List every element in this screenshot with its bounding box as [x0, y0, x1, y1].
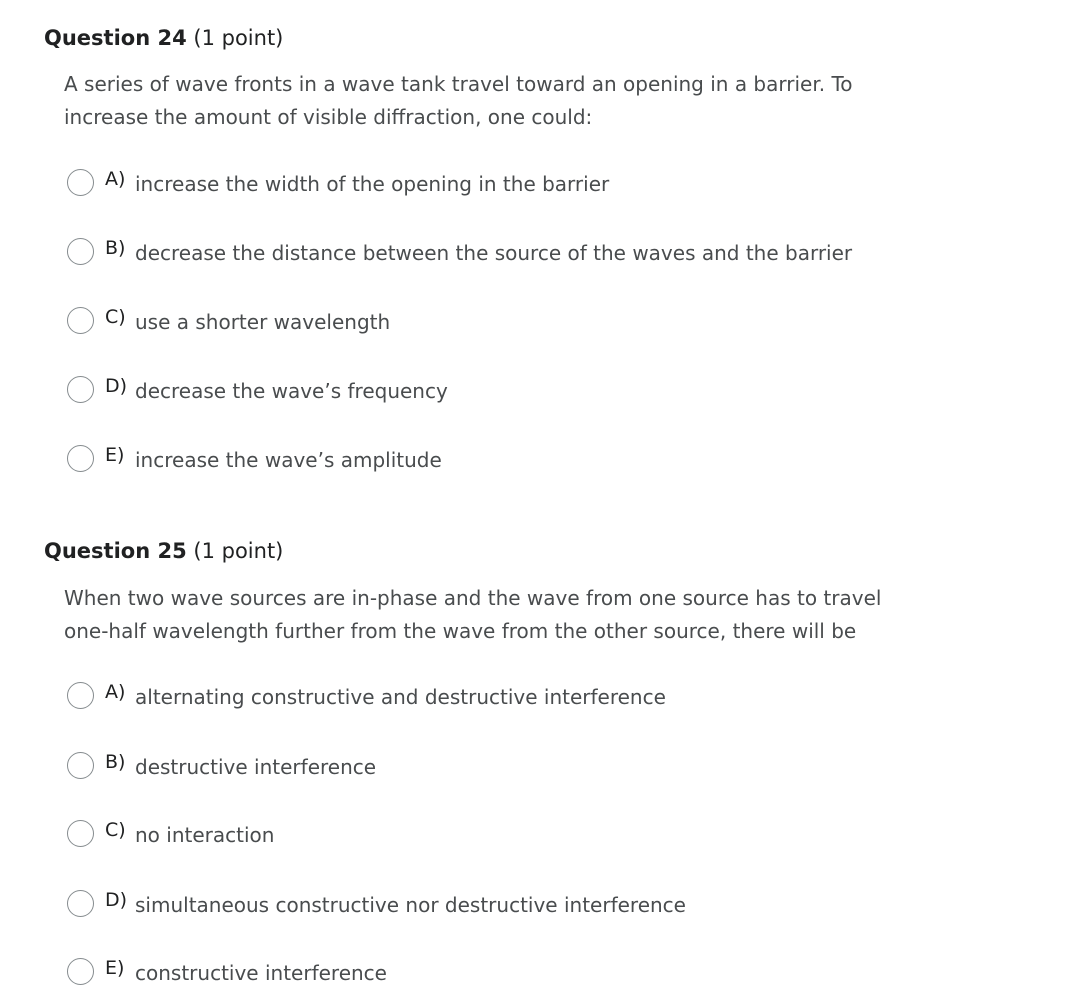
option-text: simultaneous constructive nor destructive interference	[135, 893, 686, 917]
option-text: alternating constructive and destructive interference	[135, 685, 666, 709]
radio-button[interactable]	[67, 445, 94, 472]
option-letter: B)	[105, 237, 126, 259]
option-letter: A)	[105, 168, 126, 190]
radio-button[interactable]	[67, 958, 94, 985]
radio-button[interactable]	[67, 682, 94, 709]
option-text: decrease the distance between the source of the waves and the barrier	[135, 241, 853, 265]
option-letter: C)	[105, 819, 126, 841]
radio-button[interactable]	[67, 307, 94, 334]
option-text: destructive interference	[135, 755, 377, 779]
question-points: (1 point)	[193, 26, 284, 50]
radio-button[interactable]	[67, 820, 94, 847]
answer-option-e[interactable]	[67, 443, 967, 477]
option-letter: A)	[105, 681, 126, 703]
option-text: no interaction	[135, 823, 275, 847]
radio-button[interactable]	[67, 169, 94, 196]
answer-option-a[interactable]	[67, 167, 967, 201]
answer-option-e[interactable]	[67, 956, 967, 990]
answer-option-b[interactable]	[67, 236, 967, 270]
answer-option-c[interactable]	[67, 305, 967, 339]
option-text: use a shorter wavelength	[135, 310, 391, 334]
option-letter: E)	[105, 444, 125, 466]
answer-option-c[interactable]	[67, 818, 967, 852]
option-letter: C)	[105, 306, 126, 328]
option-letter: D)	[105, 889, 128, 911]
answer-option-b[interactable]	[67, 750, 967, 784]
radio-button[interactable]	[67, 752, 94, 779]
option-letter: D)	[105, 375, 128, 397]
option-letter: E)	[105, 957, 125, 979]
option-text: constructive interference	[135, 961, 387, 985]
answer-option-d[interactable]	[67, 888, 967, 922]
option-text: decrease the wave’s frequency	[135, 379, 448, 403]
option-text: increase the width of the opening in the barrier	[135, 172, 610, 196]
question-points: (1 point)	[193, 539, 284, 563]
question-text: When two wave sources are in-phase and the wave from one source has to travel one-half wavelength further from the wave from the other source, there will be	[64, 586, 882, 643]
question-title: Question 24	[44, 26, 187, 50]
question-title: Question 25	[44, 539, 187, 563]
answer-option-a[interactable]	[67, 680, 967, 714]
radio-button[interactable]	[67, 890, 94, 917]
option-text: increase the wave’s amplitude	[135, 448, 442, 472]
answer-option-d[interactable]	[67, 374, 967, 408]
question-text: A series of wave fronts in a wave tank travel toward an opening in a barrier. To increase the amount of visible diffraction, one could:	[64, 72, 853, 129]
option-letter: B)	[105, 751, 126, 773]
radio-button[interactable]	[67, 238, 94, 265]
question-header	[44, 24, 283, 52]
radio-button[interactable]	[67, 376, 94, 403]
question-header	[44, 537, 283, 565]
